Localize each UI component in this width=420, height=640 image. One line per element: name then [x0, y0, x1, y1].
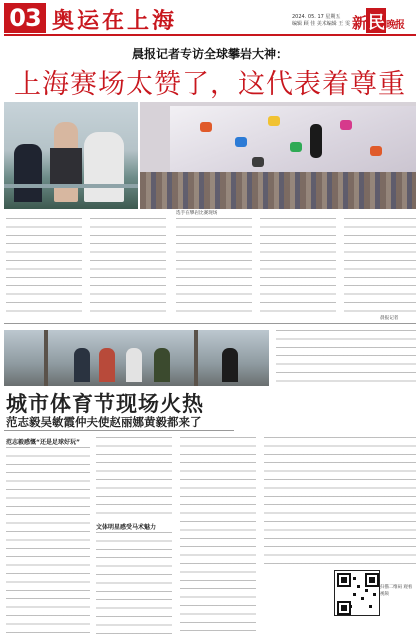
photo-post [194, 330, 198, 386]
climbing-hold [290, 142, 302, 152]
subhead: 范志毅感慨“还是足球好玩” [6, 439, 80, 446]
body-text-block [96, 437, 172, 517]
qr-label: 扫描二维码 观看视频 [380, 585, 413, 597]
section-divider [4, 323, 416, 324]
qr-finder [337, 601, 351, 615]
body-column [176, 218, 252, 314]
qr-finder [365, 573, 379, 587]
climbing-hold [252, 157, 264, 167]
climbing-hold [268, 116, 280, 126]
qr-dot [349, 605, 352, 608]
photo-rail [4, 184, 138, 188]
logo-accent: 民 [366, 8, 386, 33]
section-title: 奥运在上海 [52, 8, 178, 34]
qr-dot [353, 593, 356, 596]
photo-figure [154, 348, 170, 382]
issue-editors: 编辑 顾 佳 美术编辑 王 雯 [292, 21, 350, 27]
body-text-block [264, 437, 416, 565]
photo-figure [50, 148, 82, 188]
body-text-block [276, 330, 416, 386]
climbing-hold [340, 120, 352, 130]
crowd [140, 172, 416, 209]
body-text-block [6, 218, 82, 314]
header-rule [4, 34, 416, 36]
body-column [264, 437, 416, 565]
climbing-hold [370, 146, 382, 156]
event-photo [4, 330, 269, 386]
body-column [6, 447, 90, 637]
page-number: 03 [4, 3, 46, 33]
climber-figure [310, 124, 322, 158]
page-header [0, 0, 420, 40]
body-text-block [180, 437, 256, 637]
body-text-block [96, 532, 172, 637]
issue-date: 2024. 05. 17 星期五 [292, 14, 341, 20]
body-column [90, 218, 166, 314]
body-column [180, 437, 256, 637]
qr-dot [365, 589, 368, 592]
body-text-block [260, 218, 336, 314]
photo-caption: 选手在攀岩比赛现场 [176, 211, 218, 216]
body-column [6, 218, 82, 314]
athlete-photo [4, 102, 138, 209]
lead-byline: 晨报记者 [380, 316, 399, 321]
body-text-block [90, 218, 166, 314]
body-column [96, 532, 172, 637]
second-headline: 城市体育节现场火热 [6, 391, 204, 416]
subheadline-rule [4, 430, 234, 431]
body-text-block [6, 447, 90, 637]
climbing-hold [235, 137, 247, 147]
qr-finder [337, 573, 351, 587]
qr-code[interactable] [334, 570, 380, 616]
subhead: 文体明星感受马术魅力 [96, 524, 157, 531]
photo-figure [84, 132, 124, 202]
photo-post [44, 330, 48, 386]
climbing-wall-photo [140, 102, 416, 209]
logo-tail: 晚报 [386, 20, 405, 31]
photo-figure [222, 348, 238, 382]
photo-figure [74, 348, 90, 382]
body-column [344, 218, 416, 314]
qr-dot [373, 593, 376, 596]
body-column [260, 218, 336, 314]
qr-dot [357, 585, 360, 588]
photo-figure [126, 348, 142, 382]
climbing-hold [200, 122, 212, 132]
lead-headline: 上海赛场太赞了，这代表着尊重 [14, 69, 406, 100]
qr-dot [353, 577, 356, 580]
second-subheadline: 范志毅吴敏霞仲夫使赵丽娜黄毅都来了 [6, 415, 202, 429]
qr-dot [369, 605, 372, 608]
body-column [276, 330, 416, 386]
body-column [96, 437, 172, 517]
issue-meta [292, 14, 350, 28]
lead-kicker: 晨报记者专访全球攀岩大神： [131, 47, 288, 61]
qr-dot [361, 597, 364, 600]
body-text-block [344, 218, 416, 314]
logo-main: 新 [352, 14, 367, 32]
body-text-block [176, 218, 252, 314]
newspaper-logo [352, 8, 416, 32]
photo-figure [14, 144, 42, 202]
photo-figure [99, 348, 115, 382]
